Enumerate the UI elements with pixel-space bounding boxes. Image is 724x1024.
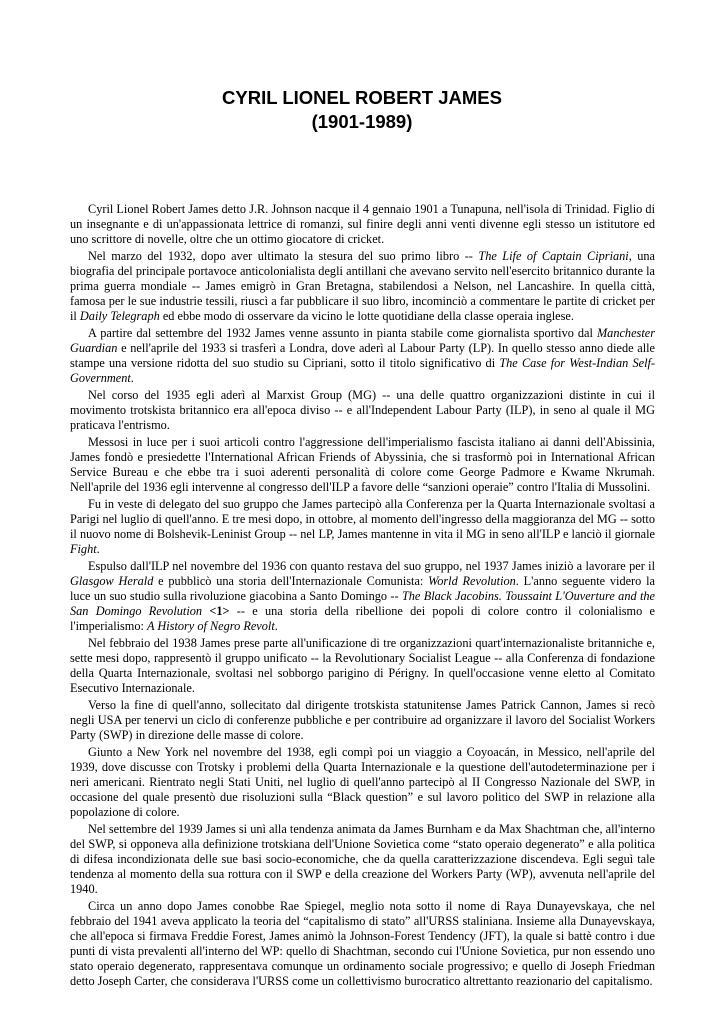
page-title <box>60 86 664 134</box>
paragraph <box>70 899 655 990</box>
document-body <box>70 202 655 991</box>
footnote-ref: <1> <box>209 604 230 618</box>
italic-title: Daily Telegraph <box>79 309 160 324</box>
paragraph <box>70 559 655 634</box>
text-run: Espulso dall'ILP nel novembre del 1936 con quanto restava del suo gruppo, nel 1937 James iniziò a lavorare per il <box>88 558 655 573</box>
text-run: Fu in veste di delegato del suo gruppo che James partecipò alla Conferenza per la Quarta Internazionale svoltasi a Parigi nel luglio di quell'anno. E tre mesi dopo, in ottobre, al momento dell'ingresso della maggioranza del MG -- sotto il nuovo nome di Bolshevik-Leninist Group -- nel LP, James mantenne in vita il MG in seno all'ILP e lanciò il giornale <box>70 496 655 541</box>
text-run: A partire dal settembre del 1932 James venne assunto in pianta stabile come giornalista sportivo dal <box>88 325 597 340</box>
paragraph <box>70 388 655 433</box>
text-run: . <box>96 542 100 557</box>
text-run: Circa un anno dopo James conobbe Rae Spiegel, meglio nota sotto il nome di Raya Dunayevskaya, che nel febbraio del 1941 aveva applicato la teoria del “capitalismo di stato” all'URSS staliniana. Insieme alla Dunayevskaya, che all'epoca si firmava Freddie Forest, James animò la Johnson-Forest Tendency (JFT), la quale si battè contro i due punti di vista prevalenti all'interno del WP: quello di Shachtman, secondo cui l'Unione Sovietica, pur non essendo uno stato operaio degenerato, rappresentava comunque un ordinamento sociale progressivo; e quello di Joseph Friedman detto Joseph Carter, che considerava l'URSS come un collettivismo burocratico altrettanto reazionario del capitalismo. <box>70 898 655 989</box>
text-run: -- e una storia della ribellione dei popoli di colore contro il colonialismo e l'imperialismo: <box>70 604 655 634</box>
text-run: . <box>274 619 278 634</box>
paragraph <box>70 698 655 743</box>
text-run: ed ebbe modo di osservare da vicino le lotte quotidiane della classe operaia inglese. <box>159 309 574 324</box>
text-run: , una biografia del principale portavoce anticolonialista degli antillani che avevano servito nell'esercito britannico durante la prima guerra mondiale -- James emigrò in Gran Bretagna, stabilendosi a Nelson, nel Lancashire. In quella città, famosa per le sue industrie tessili, riuscì a far pubblicare il suo libro, incominciò a commentare le partite di cricket per il <box>70 248 655 324</box>
italic-title: A History of Negro Revolt <box>147 619 275 634</box>
italic-title: Manchester Guardian <box>70 325 655 356</box>
text-run: e pubblicò una storia dell'Internazionale Comunista: <box>153 573 429 588</box>
text-run: Nel settembre del 1939 James si unì alla tendenza animata da James Burnham e da Max Shachtman che, all'interno del SWP, si opponeva alla definizione trotskiana dell'Unione Sovietica come “stato operaio degenerato” e alla politica di difesa incondizionata delle sue basi socio-economiche, che da quella caratterizzazione discendeva. Egli seguì tale tendenza al momento della sua rottura con il SWP e della creazione del Workers Party (WP), avvenuta nell'aprile del 1940. <box>70 821 655 897</box>
paragraph <box>70 636 655 696</box>
italic-title: Fight <box>70 542 97 557</box>
text-run: Messosi in luce per i suoi articoli contro l'aggressione dell'imperialismo fascista italiano ai danni dell'Abissinia, James fondò e presiedette l'International African Friends of Abyssinia, che si trasformò poi in International African Service Bureau e che ebbe tra i suoi aderenti personalità di colore come George Padmore e Kwame Nkrumah. Nell'aprile del 1936 egli intervenne al congresso dell'ILP a favore delle “sanzioni operaie” contro l'Italia di Mussolini. <box>70 434 655 495</box>
paragraph <box>70 202 655 247</box>
text-run: . <box>130 371 134 386</box>
text-run: Nel febbraio del 1938 James prese parte all'unificazione di tre organizzazioni quart'internazionaliste britanniche e, sette mesi dopo, rappresentò il gruppo unificato -- la Revolutionary Socialist League -- alla Conferenza di fondazione della Quarta Internazionale, svoltasi nel sobborgo parigino di Périgny. In quell'occasione venne eletto al Comitato Esecutivo Internazionale. <box>70 635 655 696</box>
title-name: CYRIL LIONEL ROBERT JAMES <box>222 87 502 108</box>
text-run: Verso la fine di quell'anno, sollecitato dal dirigente trotskista statunitense James Patrick Cannon, James si recò negli USA per tenervi un ciclo di conferenze pubbliche e per contribuire ad organizzare il lavoro del Socialist Workers Party (SWP) in direzione delle masse di colore. <box>70 697 655 742</box>
paragraph <box>70 326 655 386</box>
text-run: Nel marzo del 1932, dopo aver ultimato la stesura del suo primo libro -- <box>88 248 479 263</box>
italic-title: The Life of Captain Cipriani <box>478 248 629 263</box>
italic-title: The Case for West-Indian Self-Government <box>70 356 655 386</box>
text-run: . L'anno seguente videro la luce un suo studio sulla rivoluzione giacobina a Santo Domingo -- <box>70 573 655 603</box>
paragraph <box>70 435 655 495</box>
italic-title: Glasgow Herald <box>70 573 154 588</box>
italic-title: World Revolution <box>428 573 516 588</box>
text-run: Cyril Lionel Robert James detto J.R. Johnson nacque il 4 gennaio 1901 a Tunapuna, nell'isola di Trinidad. Figlio di un insegnante e di un'appassionata lettrice di romanzi, sul finire degli anni venti divenne egli stesso un istitutore ed uno scrittore di novelle, oltre che un ottimo giocatore di cricket. <box>70 202 655 247</box>
text-run: e nell'aprile del 1933 si trasferì a Londra, dove aderì al Labour Party (LP). In quello stesso anno diede alle stampe una versione ridotta del suo studio su Cipriani, sotto il titolo significativo di <box>70 341 655 371</box>
paragraph <box>70 745 655 820</box>
title-dates: (1901-1989) <box>311 111 413 132</box>
paragraph <box>70 249 655 324</box>
text-run: Giunto a New York nel novembre del 1938, egli compì poi un viaggio a Coyoacán, in Messico, nell'aprile del 1939, dove discusse con Trotsky i problemi della Quarta Internazionale e la questione dell'autodeterminazione per i neri americani. Rientrato negli Stati Uniti, nel luglio di quell'anno partecipò al II Congresso Nazionale del SWP, in occasione del quale presentò due risoluzioni sulla “Black question” e sul lavoro politico del SWP in relazione alla popolazione di colore. <box>70 744 655 819</box>
text-run: Nel corso del 1935 egli aderì al Marxist Group (MG) -- una delle quattro organizzazioni distinte in cui il movimento trotskista britannico era all'epoca diviso -- e all'Independent Labour Party (ILP), in seno al quale il MG praticava l'entrismo. <box>70 387 655 433</box>
paragraph <box>70 497 655 557</box>
italic-title: The Black Jacobins. Toussaint L'Ouverture and the San Domingo Revolution <box>70 588 655 618</box>
paragraph <box>70 822 655 897</box>
